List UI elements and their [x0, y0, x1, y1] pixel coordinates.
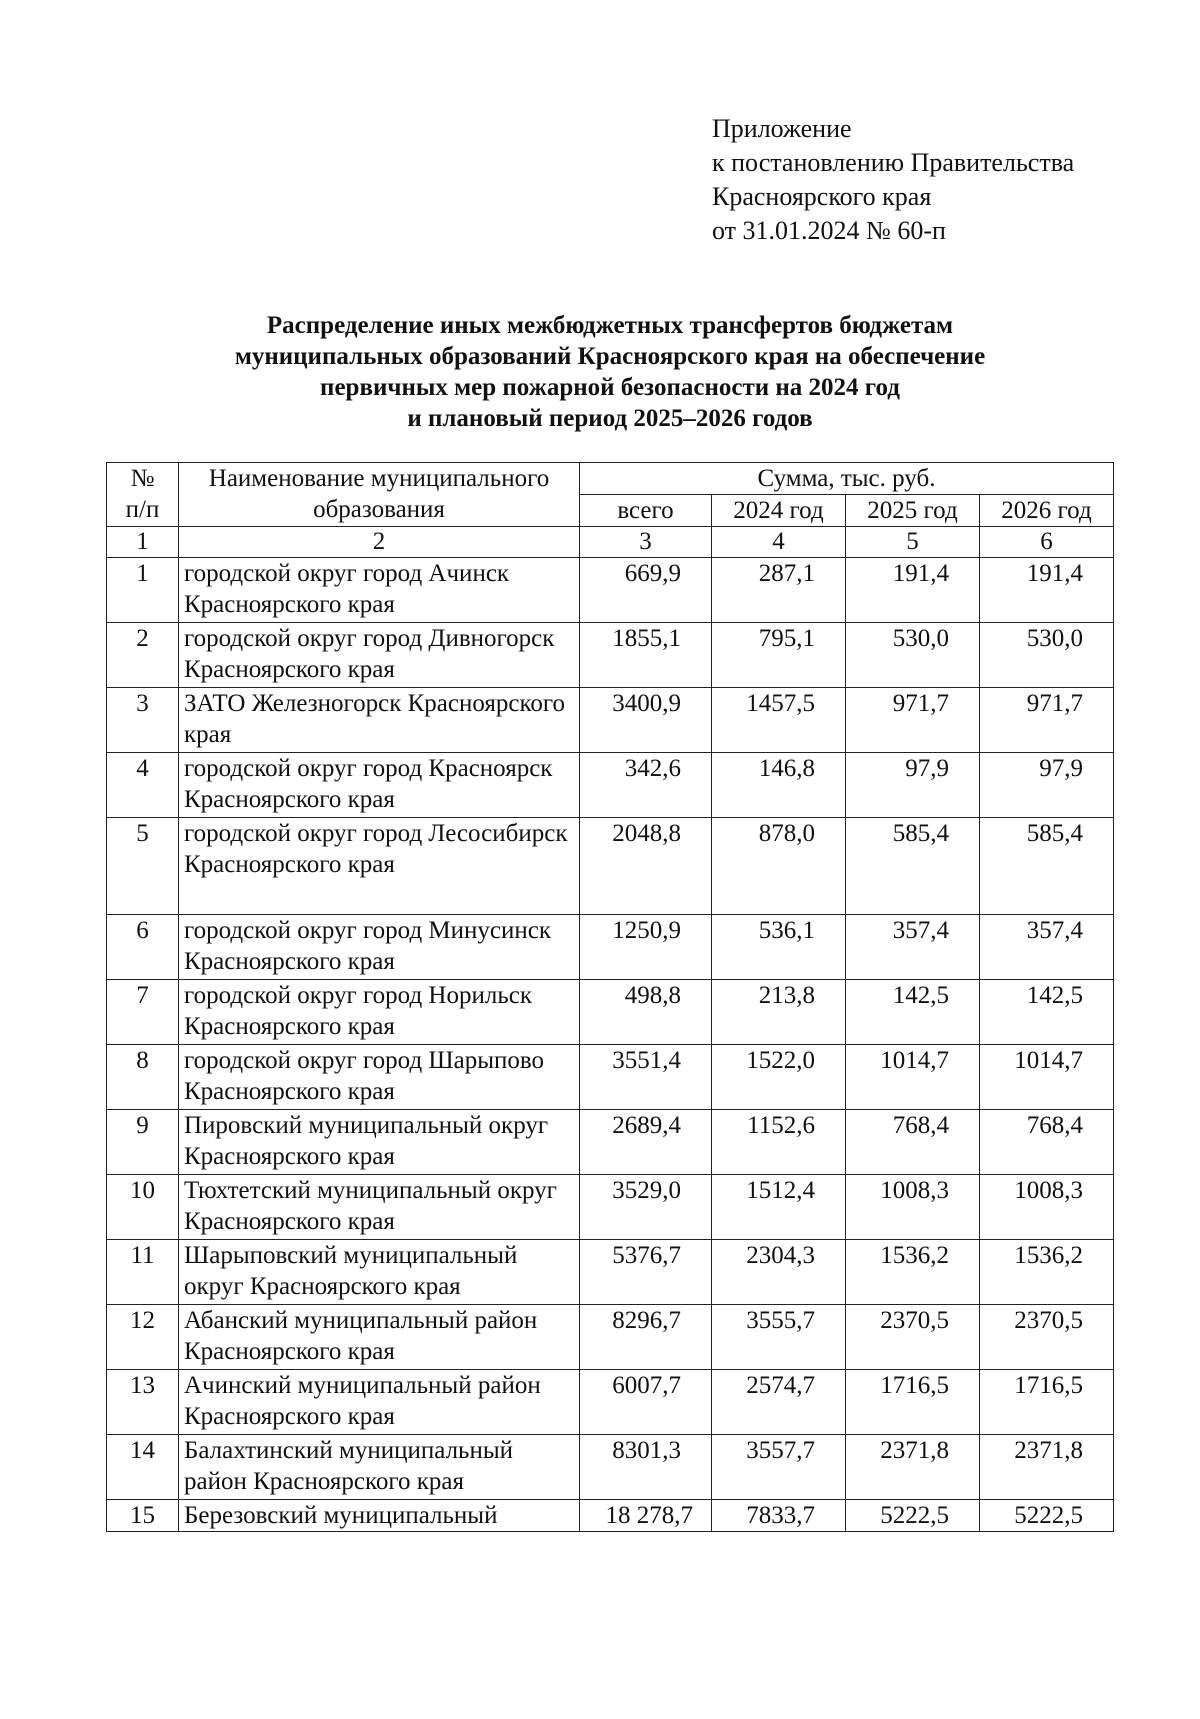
header-2026-cell: 2026 год	[980, 495, 1114, 527]
row-2026-cell: 142,5	[980, 980, 1114, 1045]
header-total-cell: всего	[580, 495, 712, 527]
header-sum-cell: Сумма, тыс. руб.	[580, 463, 1114, 495]
row-2025-cell: 585,4	[846, 818, 980, 915]
row-total-cell: 2048,8	[580, 818, 712, 915]
row-name-cell: Березовский муниципальный	[179, 1500, 580, 1532]
column-index-cell: 5	[846, 527, 980, 558]
table-row	[107, 558, 1114, 623]
document-title	[120, 310, 1100, 434]
row-2024-cell: 2304,3	[712, 1240, 846, 1305]
appendix-line: от 31.01.2024 № 60-п	[712, 216, 946, 245]
allocation-table	[106, 462, 1114, 1532]
table-row	[107, 980, 1114, 1045]
title-line: и плановый период 2025–2026 годов	[407, 405, 813, 432]
row-name-cell: городской округ город Красноярск Красноярского края	[179, 753, 580, 818]
row-name-cell: Ачинский муниципальный район Красноярского края	[179, 1370, 580, 1435]
row-2026-cell: 1008,3	[980, 1175, 1114, 1240]
title-line: муниципальных образований Красноярского края на обеспечение	[234, 343, 986, 370]
table-row	[107, 818, 1114, 915]
row-2025-cell: 97,9	[846, 753, 980, 818]
row-total-cell: 3400,9	[580, 688, 712, 753]
table-row	[107, 1110, 1114, 1175]
row-2025-cell: 1008,3	[846, 1175, 980, 1240]
row-2025-cell: 1014,7	[846, 1045, 980, 1110]
row-2025-cell: 357,4	[846, 915, 980, 980]
row-2024-cell: 213,8	[712, 980, 846, 1045]
row-2024-cell: 1512,4	[712, 1175, 846, 1240]
header-name-line2: образования	[313, 496, 445, 523]
row-num-cell: 7	[107, 980, 179, 1045]
row-2026-cell: 530,0	[980, 623, 1114, 688]
row-2024-cell: 878,0	[712, 818, 846, 915]
row-num-cell: 9	[107, 1110, 179, 1175]
row-num-cell: 3	[107, 688, 179, 753]
column-index-cell: 3	[580, 527, 712, 558]
row-2024-cell: 536,1	[712, 915, 846, 980]
row-2024-cell: 1522,0	[712, 1045, 846, 1110]
table-header-row	[107, 463, 1114, 495]
row-2024-cell: 1457,5	[712, 688, 846, 753]
row-2025-cell: 142,5	[846, 980, 980, 1045]
appendix-line: к постановлению Правительства	[712, 148, 1075, 177]
header-num-line1: №	[130, 465, 155, 492]
header-num-cell	[107, 463, 179, 527]
row-name-cell: Абанский муниципальный район Красноярского края	[179, 1305, 580, 1370]
row-name-cell: городской округ город Минусинск Красноярского края	[179, 915, 580, 980]
row-2026-cell: 768,4	[980, 1110, 1114, 1175]
row-2025-cell: 2370,5	[846, 1305, 980, 1370]
row-total-cell: 3529,0	[580, 1175, 712, 1240]
row-total-cell: 18 278,7	[580, 1500, 712, 1532]
table-row	[107, 1240, 1114, 1305]
row-total-cell: 5376,7	[580, 1240, 712, 1305]
title-line: Распределение иных межбюджетных трансфертов бюджетам	[266, 312, 954, 339]
row-2026-cell: 585,4	[980, 818, 1114, 915]
row-num-cell: 5	[107, 818, 179, 915]
table-row	[107, 1370, 1114, 1435]
row-2026-cell: 1014,7	[980, 1045, 1114, 1110]
row-total-cell: 669,9	[580, 558, 712, 623]
row-2025-cell: 1716,5	[846, 1370, 980, 1435]
row-name-cell: Шарыповский муниципальный округ Красноярского края	[179, 1240, 580, 1305]
table-row	[107, 1175, 1114, 1240]
header-2025-cell: 2025 год	[846, 495, 980, 527]
row-num-cell: 6	[107, 915, 179, 980]
header-name-line1: Наименование муниципального	[208, 465, 550, 492]
row-name-cell: городской округ город Ачинск Красноярского края	[179, 558, 580, 623]
appendix-line: Приложение	[712, 114, 852, 143]
appendix-line: Красноярского края	[712, 182, 932, 211]
row-2024-cell: 1152,6	[712, 1110, 846, 1175]
row-total-cell: 3551,4	[580, 1045, 712, 1110]
row-num-cell: 12	[107, 1305, 179, 1370]
row-total-cell: 8296,7	[580, 1305, 712, 1370]
row-2026-cell: 191,4	[980, 558, 1114, 623]
row-2025-cell: 1536,2	[846, 1240, 980, 1305]
row-2026-cell: 357,4	[980, 915, 1114, 980]
row-2024-cell: 3555,7	[712, 1305, 846, 1370]
row-2025-cell: 530,0	[846, 623, 980, 688]
row-num-cell: 4	[107, 753, 179, 818]
row-total-cell: 2689,4	[580, 1110, 712, 1175]
row-total-cell: 342,6	[580, 753, 712, 818]
column-index-cell: 4	[712, 527, 846, 558]
row-2026-cell: 971,7	[980, 688, 1114, 753]
row-2026-cell: 1536,2	[980, 1240, 1114, 1305]
row-total-cell: 1250,9	[580, 915, 712, 980]
row-2024-cell: 3557,7	[712, 1435, 846, 1500]
row-2025-cell: 191,4	[846, 558, 980, 623]
row-num-cell: 11	[107, 1240, 179, 1305]
row-name-cell: городской округ город Норильск Красноярского края	[179, 980, 580, 1045]
row-num-cell: 1	[107, 558, 179, 623]
row-name-cell: ЗАТО Железногорск Красноярского края	[179, 688, 580, 753]
table-row	[107, 1045, 1114, 1110]
row-total-cell: 6007,7	[580, 1370, 712, 1435]
row-name-cell: городской округ город Дивногорск Красноярского края	[179, 623, 580, 688]
row-total-cell: 8301,3	[580, 1435, 712, 1500]
row-name-cell: Балахтинский муниципальный район Красноярского края	[179, 1435, 580, 1500]
table-row	[107, 1435, 1114, 1500]
appendix-block	[712, 112, 1074, 248]
title-line: первичных мер пожарной безопасности на 2024 год	[320, 374, 900, 401]
row-name-cell: Пировский муниципальный округ Красноярского края	[179, 1110, 580, 1175]
row-2026-cell: 5222,5	[980, 1500, 1114, 1532]
row-num-cell: 8	[107, 1045, 179, 1110]
row-2026-cell: 97,9	[980, 753, 1114, 818]
row-2024-cell: 287,1	[712, 558, 846, 623]
row-total-cell: 1855,1	[580, 623, 712, 688]
column-index-cell: 1	[107, 527, 179, 558]
column-index-row	[107, 527, 1114, 558]
table-row	[107, 915, 1114, 980]
row-2026-cell: 1716,5	[980, 1370, 1114, 1435]
column-index-cell: 6	[980, 527, 1114, 558]
row-2025-cell: 5222,5	[846, 1500, 980, 1532]
row-name-cell: Тюхтетский муниципальный округ Красноярского края	[179, 1175, 580, 1240]
table-body	[107, 527, 1114, 1532]
row-2024-cell: 2574,7	[712, 1370, 846, 1435]
header-name-cell	[179, 463, 580, 527]
row-num-cell: 14	[107, 1435, 179, 1500]
row-2025-cell: 971,7	[846, 688, 980, 753]
table-row	[107, 753, 1114, 818]
row-2026-cell: 2370,5	[980, 1305, 1114, 1370]
table-row	[107, 623, 1114, 688]
row-2024-cell: 146,8	[712, 753, 846, 818]
header-2024-cell: 2024 год	[712, 495, 846, 527]
row-num-cell: 10	[107, 1175, 179, 1240]
row-2025-cell: 2371,8	[846, 1435, 980, 1500]
row-num-cell: 2	[107, 623, 179, 688]
table-row	[107, 1305, 1114, 1370]
row-2024-cell: 7833,7	[712, 1500, 846, 1532]
row-name-cell: городской округ город Лесосибирск Красноярского края	[179, 818, 580, 915]
row-2025-cell: 768,4	[846, 1110, 980, 1175]
header-num-line2: п/п	[125, 496, 160, 523]
row-num-cell: 13	[107, 1370, 179, 1435]
table-row	[107, 688, 1114, 753]
row-total-cell: 498,8	[580, 980, 712, 1045]
row-num-cell: 15	[107, 1500, 179, 1532]
column-index-cell: 2	[179, 527, 580, 558]
row-2024-cell: 795,1	[712, 623, 846, 688]
row-name-cell: городской округ город Шарыпово Красноярского края	[179, 1045, 580, 1110]
table-row	[107, 1500, 1114, 1532]
row-2026-cell: 2371,8	[980, 1435, 1114, 1500]
